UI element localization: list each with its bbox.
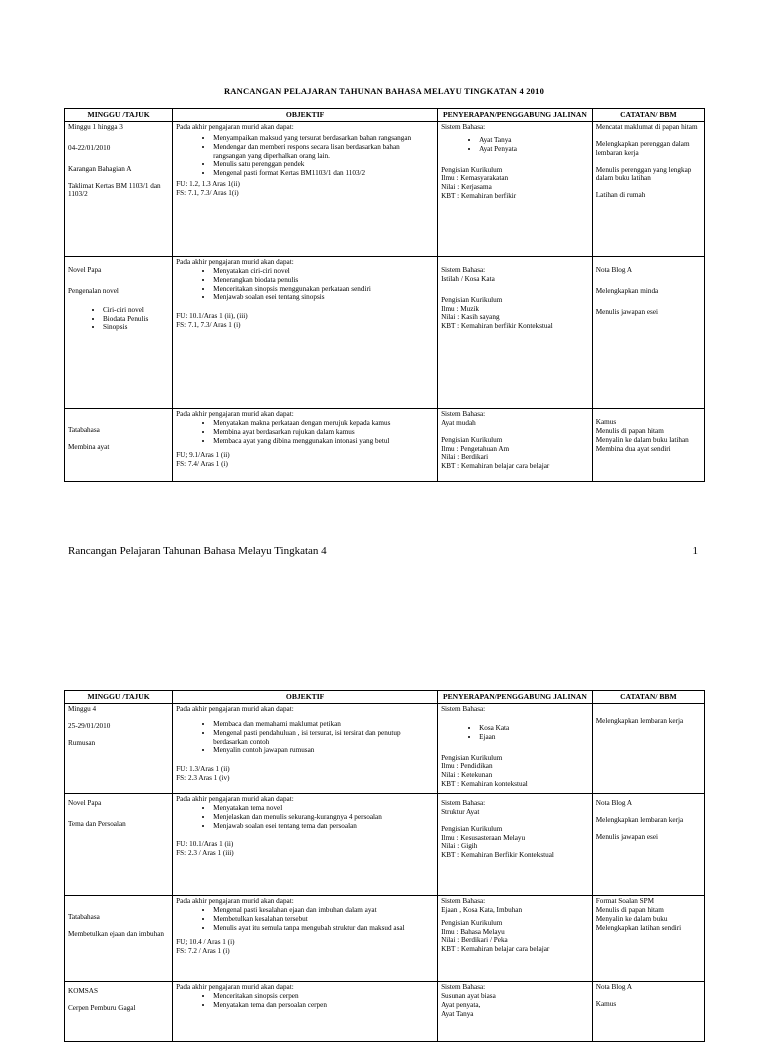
penyerapan-line: KBT : Kemahiran kontekstual [441, 779, 528, 788]
list-item: • Menceritakan sinopsis menggunakan perkataan sendiri [213, 285, 434, 294]
objektif-intro: Pada akhir pengajaran murid akan dapat: [176, 705, 294, 714]
list-item: • Menyatakan makna perkataan dengan merujuk kepada kamus [213, 419, 434, 428]
cell-penyerapan [438, 409, 593, 482]
cell-minggu [65, 982, 173, 1042]
penyerapan-line: Ayat mudah [441, 419, 476, 428]
page-footer [68, 545, 698, 557]
penyerapan-line: Ayat Tanya [441, 1009, 474, 1018]
header-objektif: OBJEKTIF [173, 109, 438, 122]
penyerapan-head: Sistem Bahasa: [441, 897, 486, 906]
table-row [65, 704, 705, 794]
catatan-line: Membina dua ayat sendiri [595, 444, 671, 453]
list-item: • Biodata Penulis [103, 315, 169, 324]
penyerapan-line: KBT : Kemahiran belajar cara belajar [441, 462, 550, 471]
objektif-code: FS: 2.3 Aras 1 (iv) [176, 773, 230, 782]
penyerapan-line: Nilai : Kerjasama [441, 183, 492, 192]
list-item: • Mengenal pasti format Kertas BM1103/1 dan 1103/2 [213, 169, 434, 178]
cell-catatan [592, 409, 704, 482]
header-catatan: CATATAN/ BBM [592, 109, 704, 122]
header-minggu: MINGGU /TAJUK [65, 691, 173, 704]
minggu-line: KOMSAS [68, 987, 98, 996]
catatan-line: Menulis jawapan esei [595, 307, 659, 316]
penyerapan-line: Ilmu : Bahasa Melayu [441, 927, 505, 936]
objektif-intro: Pada akhir pengajaran murid akan dapat: [176, 258, 294, 267]
table-row [65, 257, 705, 409]
objektif-intro: Pada akhir pengajaran murid akan dapat: [176, 983, 294, 992]
penyerapan-line: Pengisian Kurikulum [441, 753, 503, 762]
penyerapan-line: Istilah / Kosa Kata [441, 275, 495, 284]
penyerapan-head: Sistem Bahasa: [441, 410, 486, 419]
list-item: • Menyatakan tema novel [213, 804, 434, 813]
table-row [65, 409, 705, 482]
objektif-code: FU: 1.2, 1.3 Aras 1(ii) [176, 179, 240, 188]
penyerapan-line: Ilmu : Pengetahuan Am [441, 444, 510, 453]
cell-penyerapan [438, 982, 593, 1042]
catatan-line: Nota Blog A [595, 799, 633, 808]
minggu-line: Tema dan Persoalan [68, 820, 126, 829]
minggu-line: Rumusan [68, 738, 96, 747]
list-item: • Menyampaikan maksud yang tersurat berdasarkan bahan rangsangan [213, 134, 434, 143]
catatan-line: Kamus [595, 1000, 617, 1009]
penyerapan-line: Ilmu : Muzik [441, 304, 479, 313]
cell-minggu [65, 896, 173, 982]
table-row [65, 122, 705, 257]
cell-objektif [173, 122, 438, 257]
list-item: • Menyatakan tema dan persoalan cerpen [213, 1001, 434, 1010]
catatan-line: Melengkapkan perenggan dalam lembaran kerja [595, 140, 690, 157]
penyerapan-line: Ilmu : Kesusasteraan Melayu [441, 833, 526, 842]
cell-minggu [65, 704, 173, 794]
list-item: • Menulis ayat itu semula tanpa mengubah struktur dan maksud asal [213, 924, 434, 933]
minggu-line: Membina ayat [68, 443, 110, 452]
penyerapan-line: Pengisian Kurikulum [441, 824, 503, 833]
document-title: RANCANGAN PELAJARAN TAHUNAN BAHASA MELAYU TINGKATAN 4 2010 [223, 86, 545, 96]
table-row [65, 982, 705, 1042]
penyerapan-line: Ayat penyata, [441, 1000, 481, 1009]
objektif-intro: Pada akhir pengajaran murid akan dapat: [176, 123, 294, 132]
penyerapan-line: Ilmu : Kemasyarakatan [441, 174, 509, 183]
list-item: • Sinopsis [103, 323, 169, 332]
table-row [65, 794, 705, 896]
catatan-line: Menyalin ke dalam buku [595, 914, 668, 923]
penyerapan-head: Sistem Bahasa: [441, 799, 486, 808]
penyerapan-head: Sistem Bahasa: [441, 123, 486, 132]
penyerapan-line: Ejaan , Kosa Kata, Imbuhan [441, 906, 523, 915]
catatan-line: Menyalin ke dalam buku latihan [595, 435, 689, 444]
catatan-line: Menulis perenggan yang lengkap dalam buku latihan [595, 165, 692, 183]
cell-minggu [65, 257, 173, 409]
penyerapan-line: KBT : Kemahiran berfikir Kontekstual [441, 322, 553, 331]
penyerapan-line: Nilai : Berdikari / Peka [441, 936, 508, 945]
cell-catatan [592, 896, 704, 982]
footer-text: Rancangan Pelajaran Tahunan Bahasa Melayu Tingkatan 4 [68, 545, 327, 557]
penyerapan-head: Sistem Bahasa: [441, 266, 486, 275]
cell-objektif [173, 409, 438, 482]
objektif-code: FS: 2.3 / Aras 1 (iii) [176, 849, 234, 858]
cell-objektif [173, 794, 438, 896]
header-objektif: OBJEKTIF [173, 691, 438, 704]
list-item: • Membaca ayat yang dibina menggunakan intonasi yang betul [213, 437, 434, 446]
minggu-line: Cerpen Pemburu Gagal [68, 1004, 136, 1013]
penyerapan-line: Struktur Ayat [441, 808, 480, 817]
cell-objektif [173, 257, 438, 409]
list-item: • Menjawab soalan esei tentang tema dan persoalan [213, 822, 434, 831]
cell-objektif [173, 896, 438, 982]
cell-catatan [592, 122, 704, 257]
penyerapan-line: Ilmu : Pendidikan [441, 762, 493, 771]
list-item: • Membaca dan memahami maklumat petikan [213, 720, 434, 729]
list-item: • Menjawab soalan esei tentang sinopsis [213, 293, 434, 302]
list-item: • Ayat Penyata [479, 145, 589, 154]
penyerapan-line: KBT : Kemahiran belajar cara belajar [441, 945, 550, 954]
penyerapan-line: KBT : Kemahiran berfikir [441, 191, 517, 200]
header-catatan: CATATAN/ BBM [592, 691, 704, 704]
lesson-plan-table-page-2 [64, 690, 705, 1042]
list-item: • Menyalin contoh jawapan rumusan [213, 746, 434, 755]
penyerapan-line: Nilai : Berdikari [441, 453, 489, 462]
list-item: • Menceritakan sinopsis cerpen [213, 992, 434, 1001]
header-penyerapan: PENYERAPAN/PENGGABUNG JALINAN [438, 691, 593, 704]
cell-minggu [65, 122, 173, 257]
catatan-line: Nota Blog A [595, 983, 633, 992]
minggu-line: Taklimat Kertas BM 1103/1 dan 1103/2 [68, 181, 161, 199]
penyerapan-line: Nilai : Ketekunan [441, 771, 493, 780]
list-item: • Menerangkan biodata penulis [213, 276, 434, 285]
minggu-line: 25-29/01/2010 [68, 722, 111, 731]
list-item: • Ejaan [479, 733, 589, 742]
cell-penyerapan [438, 896, 593, 982]
header-minggu: MINGGU /TAJUK [65, 109, 173, 122]
minggu-line: Tatabahasa [68, 913, 100, 922]
catatan-line: Kamus [595, 418, 617, 427]
objektif-intro: Pada akhir pengajaran murid akan dapat: [176, 410, 294, 419]
penyerapan-line: Pengisian Kurikulum [441, 295, 503, 304]
objektif-intro: Pada akhir pengajaran murid akan dapat: [176, 897, 294, 906]
minggu-line: Novel Papa [68, 799, 102, 808]
cell-catatan [592, 704, 704, 794]
lesson-plan-table-page-1 [64, 108, 705, 482]
page-number: 1 [692, 545, 698, 557]
cell-penyerapan [438, 257, 593, 409]
table-header-row [65, 691, 705, 704]
cell-catatan [592, 982, 704, 1042]
list-item: • Membetulkan kesalahan tersebut [213, 915, 434, 924]
list-item: • Ayat Tanya [479, 136, 589, 145]
objektif-code: FU; 9.1/Aras 1 (ii) [176, 451, 230, 460]
penyerapan-line: Pengisian Kurikulum [441, 918, 503, 927]
table-header-row [65, 109, 705, 122]
cell-minggu [65, 794, 173, 896]
list-item: • Membina ayat berdasarkan rujukan dalam kamus [213, 428, 434, 437]
cell-objektif [173, 704, 438, 794]
penyerapan-line: KBT : Kemahiran Berfikir Kontekstual [441, 851, 554, 860]
cell-penyerapan [438, 704, 593, 794]
list-item: • Ciri-ciri novel [103, 306, 169, 315]
catatan-line: Melengkapkan minda [595, 287, 659, 296]
list-item: • Mengenal pasti kesalahan ejaan dan imbuhan dalam ayat [213, 906, 434, 915]
catatan-line: Mencatat maklumat di papan hitam [595, 123, 698, 132]
objektif-code: FS: 7.1, 7.3/ Aras 1 (i) [176, 320, 241, 329]
header-penyerapan: PENYERAPAN/PENGGABUNG JALINAN [438, 109, 593, 122]
objektif-code: FS: 7.1, 7.3/ Aras 1(i) [176, 188, 239, 197]
cell-penyerapan [438, 794, 593, 896]
penyerapan-head: Sistem Bahasa: [441, 705, 486, 714]
list-item: • Menulis satu perenggan pendek [213, 160, 434, 169]
list-item: • Menyatakan ciri-ciri novel [213, 267, 434, 276]
catatan-line: Menulis di papan hitam [595, 427, 664, 436]
minggu-line: Pengenalan novel [68, 287, 119, 296]
catatan-line: Melengkapkan lembaran kerja [595, 816, 684, 825]
catatan-line: Menulis di papan hitam [595, 906, 664, 915]
objektif-code: FS: 7.4/ Aras 1 (i) [176, 460, 228, 469]
penyerapan-line: Nilai : Kasih sayang [441, 313, 500, 322]
penyerapan-line: Susunan ayat biasa [441, 992, 496, 1001]
minggu-line: Novel Papa [68, 266, 102, 275]
cell-minggu [65, 409, 173, 482]
minggu-line: 04-22/01/2010 [68, 144, 111, 153]
list-item: • Mengenal pasti pendahuluan , isi tersurat, isi tersirat dan penutup berdasarkan contoh [213, 729, 434, 747]
catatan-line: Melengkapkan lembaran kerja [595, 717, 684, 726]
minggu-line: Tatabahasa [68, 426, 100, 435]
minggu-line: Minggu 4 [68, 705, 97, 714]
cell-catatan [592, 794, 704, 896]
cell-penyerapan [438, 122, 593, 257]
penyerapan-line: Pengisian Kurikulum [441, 165, 503, 174]
objektif-intro: Pada akhir pengajaran murid akan dapat: [176, 795, 294, 804]
penyerapan-head: Sistem Bahasa: [441, 983, 486, 992]
objektif-code: FS: 7.2 / Aras 1 (i) [176, 947, 230, 956]
objektif-code: FU; 10.4 / Aras 1 (i) [176, 938, 235, 947]
list-item: • Menjelaskan dan menulis sekurang-kurangnya 4 persoalan [213, 813, 434, 822]
minggu-line: Karangan Bahagian A [68, 164, 132, 173]
cell-catatan [592, 257, 704, 409]
objektif-code: FU: 10.1/Aras 1 (ii), (iii) [176, 312, 248, 321]
penyerapan-line: Pengisian Kurikulum [441, 435, 503, 444]
cell-objektif [173, 982, 438, 1042]
objektif-code: FU: 1.3/Aras 1 (ii) [176, 765, 230, 774]
list-item: • Mendengar dan memberi respons secara lisan berdasarkan bahan rangsangan yang diperhalkan orang lain. [213, 143, 434, 161]
catatan-line: Latihan di rumah [595, 191, 646, 200]
objektif-code: FU: 10.1/Aras 1 (ii) [176, 840, 234, 849]
catatan-line: Nota Blog A [595, 266, 633, 275]
catatan-line: Format Soalan SPM [595, 897, 655, 906]
catatan-line: Menulis jawapan esei [595, 832, 659, 841]
table-row [65, 896, 705, 982]
minggu-line: Membetulkan ejaan dan imbuhan [68, 930, 165, 939]
list-item: • Kosa Kata [479, 724, 589, 733]
minggu-line: Minggu 1 hingga 3 [68, 123, 123, 132]
penyerapan-line: Nilai : Gigih [441, 842, 478, 851]
catatan-line: Melengkapkan latihan sendiri [595, 923, 682, 932]
